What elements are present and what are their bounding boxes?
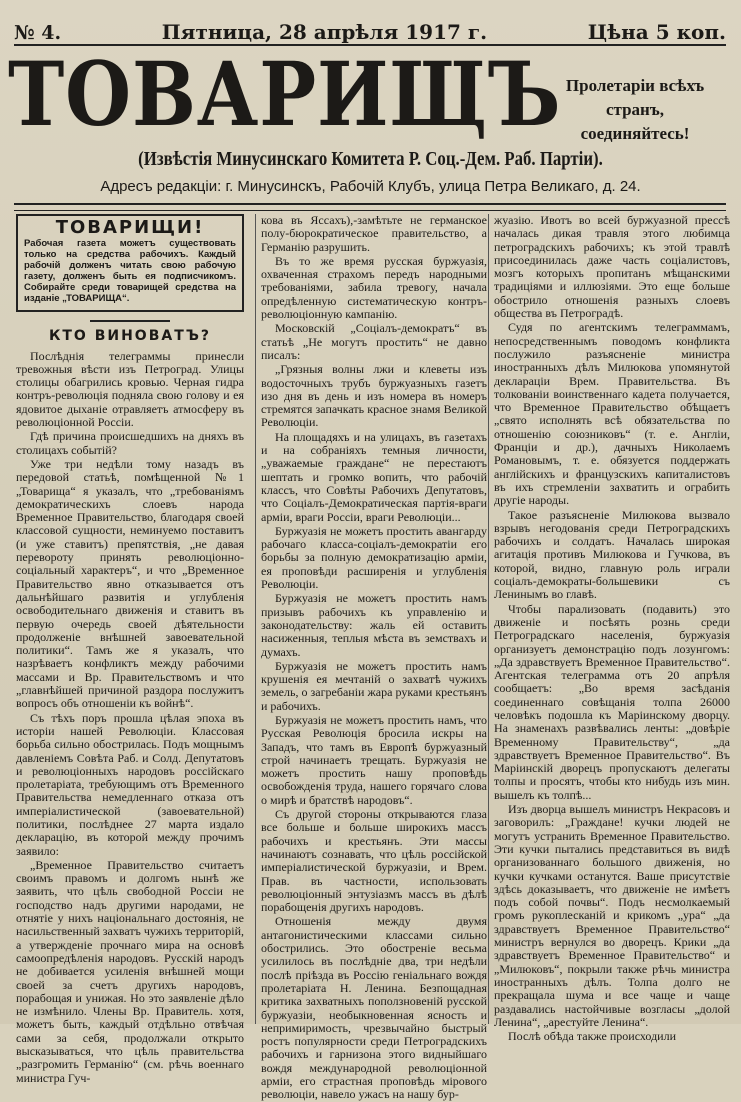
paragraph: кова въ Яссахъ),-замѣтьте не германское полу-бюрократическое правительство, а Германію разрушить. — [261, 213, 487, 254]
paragraph: Буржуазія не можетъ простить намъ призывъ рабочихъ къ управленію и законодательству: жаль ей оставить насиженныя, теплыя мѣста въ земствахъ и думахъ. — [261, 591, 487, 659]
appeal-box — [16, 214, 244, 312]
paragraph: Буржуазія не можетъ простить намъ крушенія ея мечтаній о захватѣ чужихъ земель, о загребаніи жара руками крестьянъ и рабочихъ. — [261, 658, 487, 713]
newspaper-subtitle: (Извѣстія Минусинскаго Комитета Р. Соц.-Дем. Раб. Партіи). — [138, 148, 603, 170]
header-rule — [14, 203, 726, 211]
paragraph: На площадяхъ и на улицахъ, въ газетахъ и на собраніяхъ темныя личности, „уважаемые граждане“ не перестаютъ шептать и громко вопить, что рабочій классъ, что Совѣты Рабочихъ Депутатовъ, что Соціалъ-Демократическая партія-враги арміи, враги Россіи, враги Революціи... — [261, 429, 487, 524]
paragraph: Такое разъясненіе Милюкова вызвало взрывъ негодованія среди Петроградскихъ рабочихъ и солдатъ. Началась широкая агитація противъ Милюкова и Гучкова, въ которой, видно, главную роль играли соціалъ-демократы-большевики съ Ленинымъ во главѣ. — [494, 507, 730, 602]
paragraph: Послѣднія телеграммы принесли тревожныя вѣсти изъ Петроград. Улицы столицы обагрились кровью. Черная гидра контръ-революція подняла свою голову и ея ядовитое дыханіе отравляетъ атмосферу въ революціонной Россіи. — [16, 348, 244, 430]
paragraph: Послѣ обѣда также происходили — [508, 1029, 676, 1044]
paragraph: Судя по агентскимъ телеграммамъ, непосредственнымъ поводомъ конфликта послужило разъясненіе министра иностранныхъ дѣлъ Милюкова упомянутой деклараціи Врем. Правительства. Въ толкованіи воинственнаго кадета получается, что Временное Правительство обѣщаетъ „свято исполнять всѣ обязательства по отношенію союзниковъ“ (т. е. Англіи, Франціи и др.), дачныхъ Николаемъ Романовымъ, т. е. обязуется поддержать англійскихъ и французскихъ капиталистовъ въ ихъ стремленіи захватить и ограбить другіе народы. — [494, 320, 730, 508]
newspaper-title: ТОВАРИЩЪ — [8, 42, 562, 146]
paragraph: Буржуазія не можетъ простить намъ, что Русская Революція бросила искры на Западъ, что тамъ въ Европѣ буржуазный строй начинаетъ трещать. Буржуазія не можетъ простить нашу проповѣдь освобожденія труда, нашего горячаго слова о мирѣ и братствѣ народовъ“. — [261, 712, 487, 807]
paragraph: Чтобы парализовать (подавить) это движеніе и посѣять рознь среди Петроградскаго населенія, буржуазія организуетъ демонстрацію подъ лозунгомъ: „Да здравствуетъ Временное Правительство“. Агентская телеграмма отъ 20 апрѣля сообщаетъ: „Во время засѣданія соединеннаго совѣщанія толпа 26000 человѣкъ подошла къ Маріинскому дворцу. На знаменахъ развѣвались ленты: „довѣріе Временному Правительству“, „да здравствуетъ Временное Правительство“. Въ Маріинскій дворецъ пропускаютъ делегаты толпы и просятъ, чтобы кто нибудь изъ мин. вышелъ къ толпѣ... — [494, 601, 730, 802]
issue-date: Пятница, 28 апрѣля 1917 г. — [161, 20, 488, 44]
paragraph: Буржуазія не можетъ простить авангарду рабочаго класса-соціалъ-демократіи его борьбы за полную демократизацію арміи, ея проповѣди расширенія и углубленія Революціи. — [261, 523, 487, 592]
issue-price: Цѣна 5 коп. — [587, 20, 726, 44]
paragraph: Въ то же время русская буржуазія, охваченная страхомъ передъ народными требованіями, забила тревогу, начала опредѣленную систематическую контръ-революціонную кампанію. — [261, 253, 487, 322]
paragraph: Уже три недѣли тому назадъ въ передовой статьѣ, помѣщенной №1 „Товарища“ я указалъ, что „требованіямъ демократическихъ слоевъ народа Временное Правительство, благодаря своей классовой сущности, неминуемо поставитъ (и уже ставитъ) препятствія, „не давая перевороту принять революціонно-соціальный характеръ“, и что „Временное Правительство явно отказывается отъ дальнѣйшаго развитія и углубленія освободительнаго движенія и ставитъ въ первую очередь своей дѣятельности продолженіе внѣшней завоевательной политики“. Тамъ же я указалъ, что назрѣваетъ конфликтъ между рабочими массами и Вр. Правительствомъ и что „главнѣйшей причиной раздора послужитъ вопросъ объ отношеніи къ войнѣ“. — [16, 456, 244, 711]
paragraph: Съ другой стороны открываются глаза все больше и больше широкихъ массъ рабочихъ и крестьянъ. Эти массы начинаютъ сознавать, что цѣль россійской имперіалистической буржуазіи, и Врем. Прав. въ частности, использовать революціонный энтузіазмъ массъ въ дѣлѣ порабощенія другихъ народовъ. — [261, 807, 487, 915]
slogan-line-2: соединяйтесь! — [580, 124, 690, 143]
appeal-text: Рабочая газета можетъ существовать только на средства рабочихъ. Каждый рабочій долженъ читать свою рабочую газету, долженъ быть ея подписчикомъ. Собирайте среди товарищей средства на изданіе „ТОВАРИЩА“. — [24, 238, 236, 305]
paragraph: Изъ дворца вышелъ министръ Некрасовъ и заговорилъ: „Граждане! кучки людей не могутъ устранить Временное Правительство. Эти кучки пытались представиться въ видѣ организованнаго большого движенія, но кучки кучками останутся. Ваше присутствіе здѣсь доказываетъ, что движеніе не имѣетъ подъ собой почвы“. Подъ несмолкаемый громъ рукоплесканій и крикомъ „ура“ „да здравствуетъ Временное Правительство“ министръ вернулся во дворецъ. Крики „да здравствуетъ Временное Правительство“ и „Милюковъ“, покрыли также рѣчь министра иностранныхъ дѣлъ. Толпа долго не прекращала шума и все чаще и чаще раздавались настойчивые возгласы „долой Ленина“, „арестуйте Ленина“. — [494, 802, 730, 1029]
paragraph: Московскій „Соціалъ-демократъ“ въ статьѣ „Не могутъ простить“ не давно писалъ: — [261, 321, 487, 362]
column-3 — [488, 213, 730, 1044]
paragraph: жуазію. Ивотъ во всей буржуазной прессѣ началась дикая травля этого любимца петроградскихъ рабочихъ; къ этой травлѣ присоединилась даже часть соціалистовъ, мозгъ которыхъ пропитанъ мѣщанскими традиціями и иллюзіями. Это еще больше обострило отношенія разныхъ слоевъ общества въ Петроградѣ. — [494, 213, 730, 321]
issue-number: № 4. — [14, 22, 62, 44]
paragraph: Отношенія между двумя антагонистическими классами сильно обострились. Это обостреніе весьма усилилось въ послѣдніе два, три недѣли послѣ пріѣзда въ Россію геніальнаго вождя пролетаріата Н. Ленина. Безпощадная критика захватныхъ поползновеній русской буржуазіи, необыкновенная ясность и непримиримость, чрезвычайно быстрый ростъ популярности среди Петроградскихъ рабочихъ и гарнизона этого видныйшаго вождя международной революціонной арміи, его страстная проповѣдь мірового революціи, навело ужасъ на нашу бур- — [261, 914, 487, 1102]
appeal-title: ТОВАРИЩИ! — [55, 217, 205, 238]
paragraph: „Временное Правительство считаетъ своимъ правомъ и долгомъ нынѣ же заявить, что цѣль свободной Россіи не господство надъ другими народами, не отнятіе у нихъ національнаго достоянія, не насильственный захватъ чужихъ территорій, а утвержденіе прочнаго мира на основѣ самоопредѣленія народовъ. Русскій народъ не добивается усиленія внѣшней мощи своей за счетъ другихъ народовъ, порабощая и унижая. Но это заявленіе дѣло не измѣнило. Члены Вр. Правитель. хотя, можетъ быть, каждый отдѣльно отвѣчая сами за себя, продолжали открыто высказываться, что цѣль правительства „разгромить Германію“ (см. рѣчь военнаго министра Гуч- — [16, 857, 244, 1085]
column-2 — [255, 213, 487, 1102]
paragraph: „Грязныя волны лжи и клеветы изъ водосточныхъ трубъ буржуазныхъ газетъ изо дня въ день и изъ номера въ номеръ стремятся запачкать красное знамя Великой Революціи. — [261, 362, 487, 430]
slogan-line-1: Пролетаріи всѣхъ странъ, — [565, 76, 705, 119]
column-1 — [16, 214, 244, 1085]
editorial-address: Адресъ редакціи: г. Минусинскъ, Рабочій Клубъ, улица Петра Великаго, д. 24. — [100, 178, 641, 195]
divider — [90, 320, 170, 322]
article-heading: КТО ВИНОВАТЪ? — [48, 328, 212, 345]
slogan — [540, 74, 730, 146]
paragraph: Гдѣ причина происшедшихъ на дняхъ въ столицахъ событій? — [16, 429, 244, 457]
paragraph: Съ тѣхъ поръ прошла цѣлая эпоха въ исторіи нашей Революціи. Классовая борьба сильно обострилась. Подъ мощнымъ давленіемъ Совѣта Раб. и Солд. Депутатовъ и революціонныхъ народовъ россійскаго пролетаріата, требующимъ отъ Временного Правительства немедленнаго отказа отъ имперіалистической (завоевательной) политики, послѣднее 27 марта издало декларацію, въ которой между прочимъ заявило: — [16, 710, 244, 858]
